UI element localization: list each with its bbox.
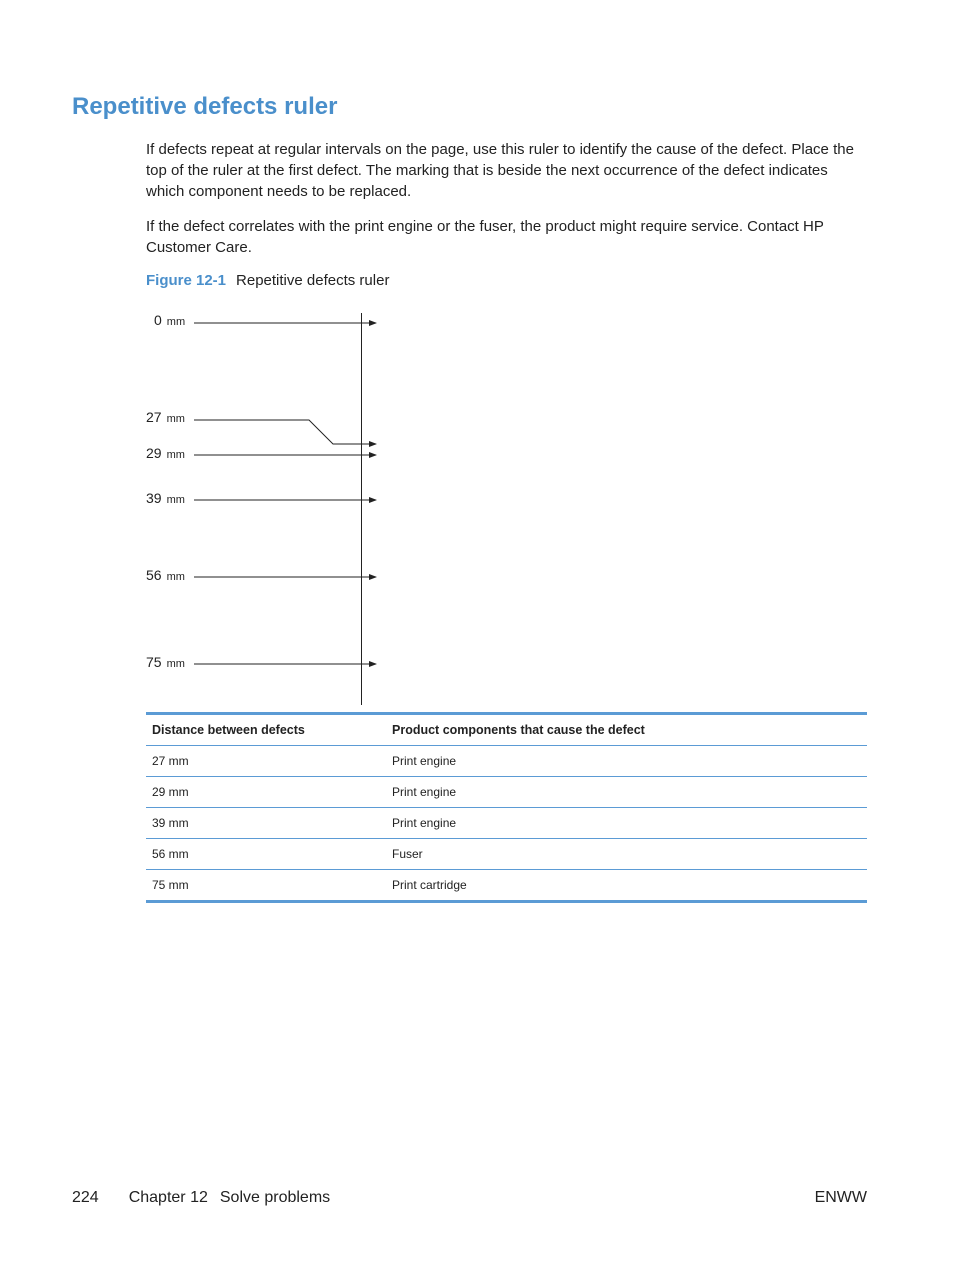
table-row [146,746,867,777]
ruler-label-39: 39 mm [146,490,185,506]
column-header-components: Product components that cause the defect [386,714,867,746]
service-paragraph: If the defect correlates with the print engine or the fuser, the product might require service. Contact HP Customer Care. [146,218,824,256]
figure-title: Repetitive defects ruler [236,272,390,289]
footer-left [72,1189,330,1207]
chapter-label: Chapter 12 [128,1189,208,1206]
chapter-title: Solve problems [219,1189,331,1206]
ruler-label-27: 27 mm [146,409,185,425]
table-row [146,870,867,902]
distance-cell: 56 mm [146,839,386,870]
distance-cell: 75 mm [152,878,189,892]
component-cell: Print cartridge [392,878,467,892]
table-row [146,808,867,839]
page-title: Repetitive defects ruler [72,93,338,120]
distance-cell: 39 mm [146,808,386,839]
table-header-row [146,714,867,746]
ruler-label-29: 29 mm [146,445,185,461]
distance-cell: 27 mm [146,746,386,777]
defects-table [146,712,867,903]
ruler-label-75: 75 mm [146,654,185,670]
column-header-distance: Distance between defects [146,714,386,746]
page-number: 224 [72,1189,99,1206]
ruler-label-56: 56 mm [146,567,185,583]
figure-number: Figure 12-1 [146,272,227,289]
component-cell: Print engine [386,808,867,839]
component-cell: Print engine [386,777,867,808]
distance-cell: 29 mm [146,777,386,808]
table-row [146,777,867,808]
footer-locale-code: ENWW [814,1189,867,1206]
ruler-label-0: 0 mm [154,312,186,328]
component-cell: Fuser [386,839,867,870]
ruler-arrow-27 [194,420,376,444]
intro-paragraph: If defects repeat at regular intervals on the page, use this ruler to identify the cause of the defect. Place the top of the ruler at the first defect. The marking that is beside the next occurrence of the defect indicates which component needs to be replaced. [146,141,854,200]
component-cell: Print engine [386,746,867,777]
table-row [146,839,867,870]
